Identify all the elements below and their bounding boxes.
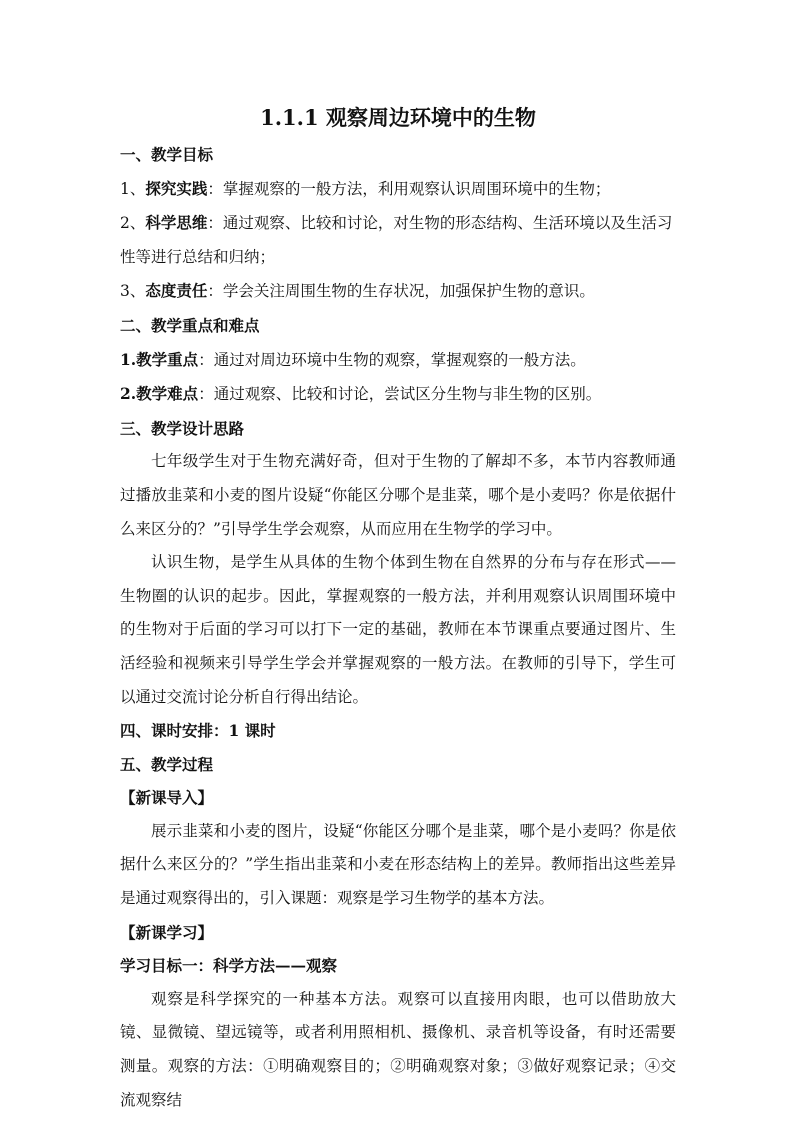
objective-item (120, 274, 676, 309)
section-heading-objectives: 一、教学目标 (120, 145, 214, 164)
item-prefix: 1、 (120, 179, 146, 198)
objective-item (120, 172, 676, 207)
section-heading-schedule: 四、课时安排：1 课时 (120, 721, 276, 741)
subheading-learning: 【新课学习】 (120, 922, 214, 942)
goal-paragraph: 观察是科学探究的一种基本方法。观察可以直接用肉眼，也可以借助放大镜、显微镜、望远镜等，或者利用照相机、摄像机、录音机等设备，有时还需要测量。观察的方法：①明确观察目的；②明确观察对象；③做好观察记录；④交流观察结 (120, 989, 676, 1109)
subheading-intro: 【新课导入】 (120, 788, 214, 808)
key-point-item (120, 377, 676, 412)
item-label: 科学思维 (145, 213, 208, 233)
item-prefix: 3、 (120, 282, 146, 301)
item-label: 2.教学难点 (120, 384, 199, 404)
item-prefix: 2、 (120, 214, 146, 233)
key-point-item (120, 343, 676, 378)
document-title: 1.1.1 观察周边环境中的生物 (260, 105, 536, 130)
section-heading-process: 五、教学过程 (120, 754, 214, 774)
item-text: ：掌握观察的一般方法，利用观察认识周围环境中的生物； (207, 179, 611, 198)
design-paragraph: 七年级学生对于生物充满好奇，但对于生物的了解却不多，本节内容教师通过播放韭菜和小麦的图片设疑“你能区分哪个是韭菜，哪个是小麦吗？你是依据什么来区分的？”引导学生学会观察，从而应用在生物学的学习中。 (120, 452, 676, 538)
item-text: ：学会关注周围生物的生存状况，加强保护生物的意识。 (207, 282, 595, 301)
item-text: ：通过观察、比较和讨论，对生物的形态结构、生活环境以及生活习性等进行总结和归纳； (120, 214, 673, 266)
intro-paragraph: 展示韭菜和小麦的图片，设疑“你能区分哪个是韭菜，哪个是小麦吗？你是依据什么来区分的？”学生指出韭菜和小麦在形态结构上的差异。教师指出这些差异是通过观察得出的，引入课题：观察是学习生物学的基本方法。 (120, 821, 676, 908)
section-heading-design: 三、教学设计思路 (120, 418, 245, 438)
design-paragraph: 认识生物，是学生从具体的生物个体到生物在自然界的分布与存在形式——生物圈的认识的起步。因此，掌握观察的一般方法，并利用观察认识周围环境中的生物对于后面的学习可以打下一定的基础，教师在本节课重点要通过图片、生活经验和视频来引导学生学会并掌握观察的一般方法。在教师的引导下，学生可以通过交流讨论分析自行得出结论。 (120, 553, 676, 706)
item-label: 探究实践 (145, 178, 208, 198)
item-text: ：通过对周边环境中生物的观察，掌握观察的一般方法。 (198, 350, 586, 369)
document-page (120, 100, 676, 1117)
item-text: ：通过观察、比较和讨论，尝试区分生物与非生物的区别。 (198, 385, 602, 404)
item-label: 态度责任 (145, 281, 208, 301)
subheading-goal-one: 学习目标一：科学方法——观察 (120, 956, 338, 976)
section-heading-key-points: 二、教学重点和难点 (120, 315, 260, 335)
item-label: 1.教学重点 (120, 349, 199, 369)
objective-item (120, 206, 676, 274)
